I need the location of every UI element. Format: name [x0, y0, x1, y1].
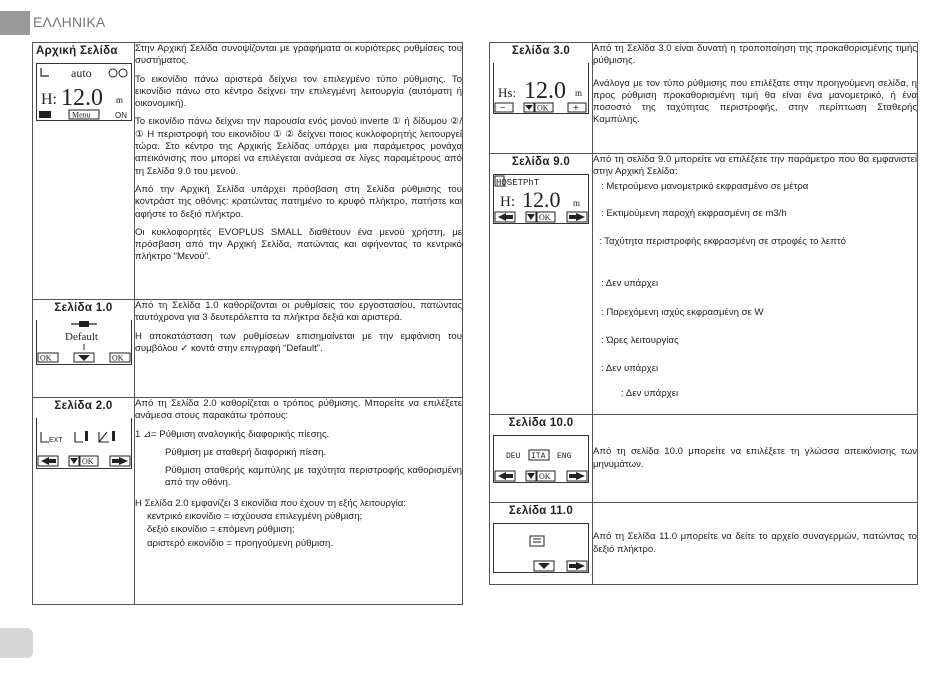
ok-label-3: OK: [537, 103, 549, 113]
page-3-title: Σελίδα 3.0: [511, 45, 571, 57]
ok-label-9: OK: [539, 213, 551, 222]
page-11-screen: [493, 523, 589, 573]
value-label: H:: [40, 91, 57, 108]
left-arrow-icon-10: [498, 472, 506, 480]
thermometer-icon-1: [85, 431, 88, 441]
home-p5: Οι κυκλοφορητές EVOPLUS SMALL διαθέτουν ένα μενού χρήστη, με πρόσβαση από την Αρχική Σελίδα, πατώντας και αφήνοντας το κεντρικό πλήκτρο “Μενού”.: [135, 226, 462, 263]
value-display: 12.0: [60, 85, 103, 111]
row-page-1: [33, 300, 463, 398]
language-tab: [0, 11, 30, 35]
page-11-text: [593, 503, 918, 585]
mode-text: auto: [70, 66, 92, 80]
page-9-title: Σελίδα 9.0: [511, 156, 571, 168]
page-2-mode-1: 1 ⊿= Ρύθμιση αναλογικής διαφορικής πίεσης.: [135, 428, 330, 440]
pump-icon-1: [109, 69, 117, 77]
page-10-p1: Από τη σελίδα 10.0 μπορείτε να επιλέξετε τη γλώσσα απεικόνισης των μηνυμάτων.: [593, 446, 917, 470]
page-3-p2: Ανάλογα με τον τύπο ρύθμισης που επιλέξατε στην προηγούμενη σελίδα, η προς ρύθμιση προκαθορισμένη τιμή θα είναι ένα μανομετρικό, ή ένα ποσοστό της ταχύτητας περιστροφής, στην περίπτωση Σταθερής Καμπύλης.: [593, 77, 917, 126]
page-10-text: [593, 415, 918, 503]
page-2-outro-2: κεντρικό εικονίδιο = ισχύουσα επιλεγμένη ρύθμιση;: [147, 511, 363, 523]
lang-option-deu: DEU: [506, 452, 521, 461]
setpoint-unit: m: [575, 88, 583, 98]
setpoint-value: 12.0: [524, 78, 566, 104]
row-page-9: [490, 154, 918, 415]
page-11-p1: Από τη Σελίδα 11.0 μπορείτε να δείτε το αρχείο συναγερμών, πατώντας το δεξιό πλήκτρο.: [593, 531, 917, 555]
plus-label: +: [573, 103, 579, 113]
page-2-mode-2: Ρύθμιση με σταθερή διαφορική πίεση.: [165, 446, 327, 458]
pump-icon-2: [119, 69, 127, 77]
right-arrow-icon-9: [576, 213, 585, 221]
alarm-log-icon: [530, 536, 544, 546]
right-arrow-icon: [119, 457, 128, 465]
page-1-text: [135, 300, 463, 398]
right-arrow-icon-11: [576, 562, 585, 570]
param-speed: : Ταχύτητα περιστροφής εκφρασμένη σε στροφές το λεπτό: [599, 236, 846, 248]
home-p1: Στην Αρχική Σελίδα συνοψίζονται με γραφήματα οι κυριότερες ρυθμίσεις του συστήματος.: [135, 43, 462, 67]
lang-option-ita: ITA: [531, 452, 546, 461]
home-p4: Από την Αρχική Σελίδα υπάρχει πρόσβαση στη Σελίδα ρύθμισης του κοντράστ της οθόνης: κρατώντας πατημένο το κρυφό πλήκτρο, πατήστε και αφήστε το δεξιό πλήκτρο.: [135, 183, 462, 220]
down-arrow-icon: [78, 355, 90, 361]
page-2-text: [135, 398, 463, 605]
home-p2: Το εικονίδιο πάνω αριστερά δείχνει τον επιλεγμένο τύπο ρύθμισης. Το εικονίδιο πάνω στο κέντρο δείχνει την επιλεγμένη λειτουργία (αυτόματη ή οικονομική).: [135, 73, 462, 110]
home-screen-graphic: [37, 64, 131, 120]
page-2-title: Σελίδα 2.0: [54, 400, 113, 412]
right-table: [489, 42, 918, 585]
param-none-1: : Δεν υπάρχει: [601, 278, 659, 290]
page-3-text: [593, 43, 918, 154]
ext-mode-icon: [41, 432, 49, 442]
language-label: ΕΛΛΗΝΙΚΑ: [33, 14, 106, 30]
down-arrow-icon-9: [527, 214, 535, 220]
param-head: : Μετρούμενο μανομετρικό εκφρασμένο σε μέτρα: [601, 180, 809, 192]
lang-option-eng: ENG: [557, 452, 572, 461]
left-ok-label: OK: [39, 353, 52, 363]
page-2-mode-3: Ρύθμιση σταθερής καμπύλης με ταχύτητα περιστροφής καθορισμένη από την οθόνη.: [165, 465, 462, 489]
proportional-icon: [99, 432, 109, 442]
param-hours: : Ώρες λειτουργίας: [601, 335, 679, 347]
hidden-key-icon: [39, 111, 51, 118]
param-flow: : Εκτιμούμενη παροχή εκφρασμένη σε m3/h: [601, 207, 787, 219]
setpoint-label: Hs:: [498, 85, 517, 100]
left-table: [32, 42, 463, 605]
param-row: HQSETPhT: [496, 178, 540, 188]
ok-label-2: OK: [81, 457, 94, 466]
page-3-p1: Από τη Σελίδα 3.0 είναι δυνατή η τροποποίηση της προκαθορισμένης τιμής ρύθμισης.: [593, 43, 917, 67]
home-page-title: Αρχική Σελίδα: [36, 45, 118, 57]
menu-label: Menu: [71, 110, 91, 120]
page-11-title: Σελίδα 11.0: [508, 505, 574, 517]
param-none-3: : Δεν υπάρχει: [621, 387, 679, 399]
on-label: ON: [114, 111, 127, 120]
right-ok-label: OK: [111, 353, 124, 363]
row-page-3: [490, 43, 918, 154]
constant-pressure-icon: [75, 432, 83, 442]
page-10-screen: [493, 435, 589, 483]
down-arrow-icon-3: [525, 105, 533, 110]
minus-label: −: [500, 102, 506, 113]
page-1-p2: Η αποκατάσταση των ρυθμίσεων επισημαίνεται με την εμφάνιση του συμβόλου ✓ κοντά στην επιγραφή “Default”.: [135, 330, 462, 354]
page-1-screen: [36, 320, 132, 365]
home-screen: [36, 63, 132, 121]
page-2-screen: [36, 418, 132, 469]
home-p3: Το εικονίδιο πάνω δείχνει την παρουσία ενός μονού inverte ① ή δίδυμου ②/① Η περιστροφή του εικονιδίου ① ② δείχνει ποιος κυκλοφορητής λειτουργεί τώρα. Στο κέντρο της Αρχικής Σελίδας υπάρχει μια παράμετρος μονάχα απεικόνισης που μπορεί να επιλέγεται ανάμεσα σε λίγες παραμέτρους από τη Σελίδα 9.0 του μενού.: [135, 116, 462, 177]
page-10-title: Σελίδα 10.0: [508, 417, 574, 429]
ext-label: EXT: [48, 437, 63, 444]
param-value: 12.0: [522, 187, 561, 212]
param-power: : Παρεχόμενη ισχύς εκφρασμένη σε W: [601, 306, 764, 318]
page-1-p1: Από τη Σελίδα 1.0 καθορίζονται οι ρυθμίσεις του εργοστασίου, πατώντας ταυτόχρονα για 3 δευτερόλεπτα τα πλήκτρα δεξιά και αριστερά.: [135, 300, 462, 324]
param-unit: m: [573, 198, 581, 208]
param-none-2: : Δεν υπάρχει: [601, 363, 659, 375]
page-2-outro-3: δεξιό εικονίδιο = επόμενη ρύθμιση;: [147, 524, 295, 536]
page-9-screen: [493, 174, 589, 224]
down-arrow-icon-2: [70, 458, 78, 464]
row-page-10: [490, 415, 918, 503]
page-2-outro-1: Η Σελίδα 2.0 εμφανίζει 3 εικονίδια που έχουν τη εξής λειτουργία:: [135, 497, 406, 509]
page-2-intro: Από τη Σελίδα 2.0 καθορίζεται ο τρόπος ρύθμισης. Μπορείτε να επιλέξετε ανάμεσα στους παρακάτω τρόπους:: [135, 398, 462, 422]
thermometer-icon-2: [112, 431, 115, 441]
page-3-screen: [493, 63, 589, 114]
unit-display: m: [115, 95, 123, 105]
reset-slider-knob: [79, 321, 89, 327]
home-page-text: [135, 43, 463, 300]
page-1-title: Σελίδα 1.0: [54, 302, 113, 314]
right-arrow-icon-10: [576, 472, 585, 480]
param-value-label: H:: [500, 194, 515, 210]
mode-icon: [41, 68, 49, 76]
page-tab-marker: [0, 628, 33, 658]
page-9-text: [593, 154, 918, 415]
row-page-11: [490, 503, 918, 585]
page-2-outro-4: αριστερό εικονίδιο = προηγούμενη ρύθμιση.: [147, 537, 334, 549]
row-page-2: [33, 398, 463, 605]
down-arrow-icon-11: [538, 563, 550, 569]
left-arrow-icon-9: [498, 213, 506, 221]
page-9-intro: Από τη σελίδα 9.0 μπορείτε να επιλέξετε την παράμετρο που θα εμφανιστεί στην Αρχική Σελίδα:: [593, 154, 917, 178]
default-label: Default: [64, 331, 98, 343]
down-arrow-icon-10: [527, 473, 535, 479]
left-arrow-icon: [41, 457, 49, 465]
ok-label-10: OK: [539, 472, 551, 481]
row-home-page: [33, 43, 463, 300]
